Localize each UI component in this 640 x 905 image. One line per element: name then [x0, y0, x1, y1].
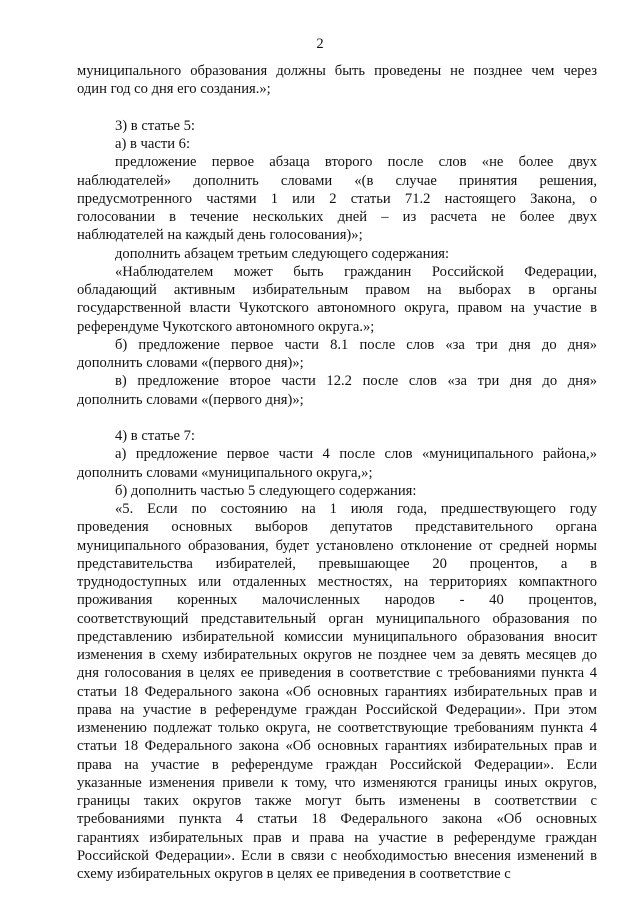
text-line: муниципального образования должны быть проведены не позднее чем через [77, 63, 597, 79]
text-line: б) предложение первое части 8.1 после слов «за три дня до дня» [115, 336, 597, 353]
text-line: дополнить словами «муниципального округа,»; [77, 464, 373, 481]
text-line: Российской Федерации». Если в связи с необходимостью внесения изменений в [77, 847, 597, 864]
text-line: дополнить словами «(первого дня)»; [77, 355, 304, 371]
text-line: изменения в схему избирательных округов не позднее чем за девять месяцев до [77, 647, 597, 663]
text-line: проживания коренных малочисленных народов - 40 процентов, [77, 592, 597, 609]
text-line: требованиями пункта 4 статьи 18 Федерального закона «Об основных [77, 811, 597, 828]
text-line: дня голосования в целях ее приведения в соответствие с требованиями пункта 4 [77, 665, 597, 682]
text-line: предусмотренного частями 1 или 2 статьи 71.2 настоящего Закона, о [77, 190, 597, 207]
text-line: схему избирательных округов в целях ее приведения в соответствие с [77, 866, 511, 882]
text-line: а) в части 6: [115, 136, 191, 152]
text-line: «5. Если по состоянию на 1 июля года, предшествующего году [115, 501, 597, 517]
text-line: статьи 18 Федерального закона «Об основных гарантиях избирательных прав и [77, 738, 597, 755]
text-line: 4) в статье 7: [115, 428, 195, 444]
text-line: в) предложение второе части 12.2 после слов «за три дня до дня» [115, 373, 597, 390]
text-line: статьи 18 Федерального закона «Об основных гарантиях избирательных прав и [77, 683, 597, 700]
text-line: 3) в статье 5: [115, 117, 195, 134]
text-line: изменению подлежат только округа, не соответствующие требованиям пункта 4 [77, 720, 597, 736]
text-line: голосовании в течение нескольких дней – из расчета не более двух [77, 209, 597, 225]
text-line: границы таких округов также могут быть изменены в соответствии с [77, 793, 597, 809]
text-line: указанные изменения привели к тому, что изменяются границы иных округов, [77, 774, 597, 791]
text-line: представлению избирательной комиссии муниципального образования вносит [77, 628, 597, 645]
text-line: референдуме Чукотского автономного округа.»; [77, 318, 375, 335]
text-line: предложение первое абзаца второго после слов «не более двух [115, 154, 597, 171]
text-line: дополнить абзацем третьим следующего содержания: [115, 245, 450, 262]
text-line: права на участие в референдуме граждан Российской Федерации». При этом [77, 701, 597, 718]
text-line: соответствующий представительный орган муниципального образования по [77, 610, 597, 627]
text-line: проведения основных выборов депутатов представительного органа [77, 519, 597, 536]
text-line: гарантиях избирательных прав и права на участие в референдуме граждан [77, 829, 597, 846]
text-line: труднодоступных или отдаленных местностях, на территориях компактного [77, 574, 597, 590]
text-line: а) предложение первое части 4 после слов «муниципального района,» [115, 446, 597, 463]
text-line: дополнить словами «(первого дня)»; [77, 391, 304, 408]
text-line: обладающий активным избирательным правом на выборах в органы [77, 282, 597, 298]
text-line: «Наблюдателем может быть гражданин Российской Федерации, [115, 263, 597, 280]
text-line: наблюдателей» дополнить словами «(в случае принятия решения, [77, 172, 597, 189]
document-body [77, 62, 597, 883]
text-line: государственной власти Чукотского автономного округа, правом на участие в [77, 300, 597, 317]
text-line: наблюдателей на каждый день голосования)»; [77, 227, 363, 244]
text-line: права на участие в референдуме граждан Российской Федерации». Если [77, 756, 597, 773]
text-line: б) дополнить частью 5 следующего содержания: [115, 482, 417, 499]
text-line: муниципального образования, будет установлено отклонение от средней нормы [77, 537, 597, 554]
text-line: один год со дня его создания.»; [77, 81, 271, 98]
paragraph-spacer [77, 99, 597, 117]
page-number: 2 [316, 36, 324, 52]
paragraph-spacer [77, 409, 597, 427]
text-line: представительства избирателей, превышающее 20 процентов, а в [77, 555, 597, 572]
